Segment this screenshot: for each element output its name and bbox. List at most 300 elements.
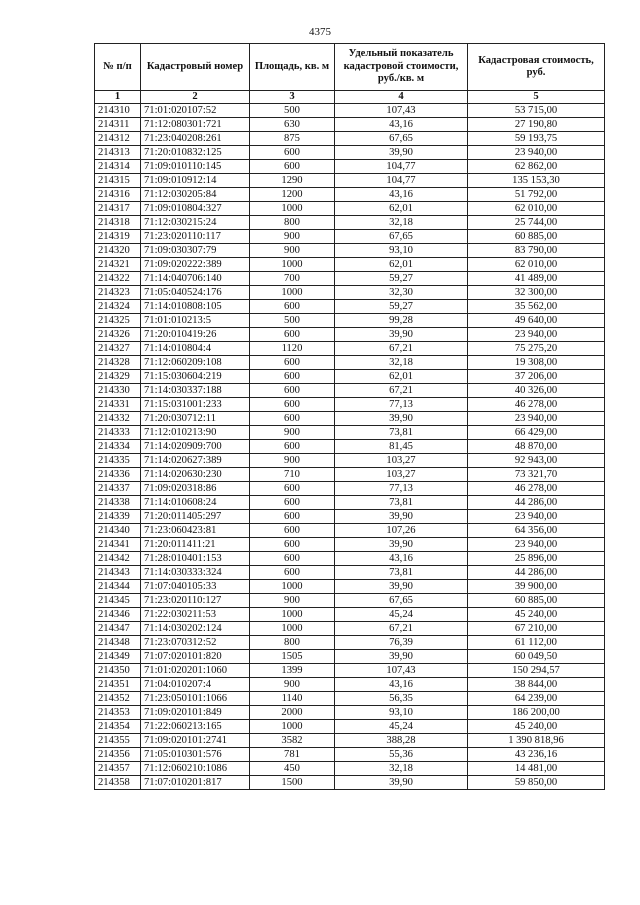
cell-cadastral-value: 40 326,00 [468,384,605,398]
cell-row-number: 214354 [95,720,141,734]
cell-area: 900 [250,678,335,692]
cell-unit-value: 45,24 [335,720,468,734]
cell-unit-value: 32,30 [335,286,468,300]
cell-cadastral-number: 71:23:040208:261 [141,132,250,146]
cell-cadastral-value: 25 896,00 [468,552,605,566]
cell-area: 600 [250,412,335,426]
cell-row-number: 214357 [95,762,141,776]
table-row [95,216,605,230]
cell-cadastral-number: 71:23:020110:127 [141,594,250,608]
cell-row-number: 214346 [95,608,141,622]
cell-unit-value: 67,21 [335,384,468,398]
cell-row-number: 214358 [95,776,141,790]
column-number-row [95,91,605,104]
table-row [95,384,605,398]
cell-row-number: 214314 [95,160,141,174]
cell-cadastral-number: 71:05:040524:176 [141,286,250,300]
cell-unit-value: 107,43 [335,104,468,118]
cell-area: 600 [250,370,335,384]
cell-cadastral-number: 71:22:030211:53 [141,608,250,622]
cell-row-number: 214335 [95,454,141,468]
table-row [95,762,605,776]
cell-row-number: 214343 [95,566,141,580]
cell-unit-value: 73,81 [335,566,468,580]
cell-row-number: 214317 [95,202,141,216]
column-number: 3 [250,91,335,104]
cell-cadastral-value: 60 885,00 [468,230,605,244]
cell-unit-value: 62,01 [335,258,468,272]
cell-area: 1505 [250,650,335,664]
cell-area: 1290 [250,174,335,188]
cell-cadastral-value: 44 286,00 [468,496,605,510]
cell-area: 800 [250,636,335,650]
cell-row-number: 214334 [95,440,141,454]
cell-unit-value: 39,90 [335,510,468,524]
cell-area: 1120 [250,342,335,356]
cell-unit-value: 67,65 [335,230,468,244]
table-row [95,272,605,286]
header-unit-value: Удельный показатель кадастровой стоимости, руб./кв. м [335,44,468,91]
cell-cadastral-value: 60 885,00 [468,594,605,608]
cell-area: 1000 [250,580,335,594]
cell-cadastral-value: 60 049,50 [468,650,605,664]
table-row [95,426,605,440]
cell-row-number: 214352 [95,692,141,706]
cell-area: 900 [250,230,335,244]
cell-cadastral-number: 71:09:020318:86 [141,482,250,496]
table-row [95,174,605,188]
cell-cadastral-number: 71:14:020909:700 [141,440,250,454]
cell-row-number: 214341 [95,538,141,552]
cell-cadastral-value: 41 489,00 [468,272,605,286]
cell-cadastral-number: 71:14:020627:389 [141,454,250,468]
cell-area: 600 [250,566,335,580]
cell-unit-value: 32,18 [335,216,468,230]
cell-cadastral-number: 71:07:010201:817 [141,776,250,790]
cell-unit-value: 67,65 [335,594,468,608]
table-row [95,734,605,748]
cell-unit-value: 99,28 [335,314,468,328]
table-row [95,706,605,720]
cell-row-number: 214316 [95,188,141,202]
cell-cadastral-number: 71:14:030202:124 [141,622,250,636]
table-row [95,748,605,762]
page-number: 4375 [309,26,331,38]
cell-cadastral-value: 45 240,00 [468,720,605,734]
cell-area: 600 [250,398,335,412]
cell-cadastral-value: 48 870,00 [468,440,605,454]
cell-row-number: 214322 [95,272,141,286]
cell-row-number: 214349 [95,650,141,664]
cell-area: 600 [250,356,335,370]
cell-unit-value: 59,27 [335,272,468,286]
cell-cadastral-number: 71:22:060213:165 [141,720,250,734]
cell-unit-value: 56,35 [335,692,468,706]
cell-cadastral-value: 64 239,00 [468,692,605,706]
table-row [95,188,605,202]
cell-row-number: 214338 [95,496,141,510]
cell-row-number: 214351 [95,678,141,692]
table-row [95,678,605,692]
cell-cadastral-value: 64 356,00 [468,524,605,538]
cell-area: 900 [250,244,335,258]
table-row [95,412,605,426]
cell-area: 1399 [250,664,335,678]
column-number: 4 [335,91,468,104]
table-row [95,356,605,370]
table-row [95,608,605,622]
cell-area: 600 [250,384,335,398]
cell-cadastral-value: 1 390 818,96 [468,734,605,748]
table-row [95,370,605,384]
cell-unit-value: 62,01 [335,370,468,384]
cell-cadastral-number: 71:20:010419:26 [141,328,250,342]
cell-area: 1000 [250,286,335,300]
cell-area: 600 [250,552,335,566]
table-row [95,580,605,594]
table-row [95,496,605,510]
cell-cadastral-number: 71:09:020101:849 [141,706,250,720]
table-row [95,328,605,342]
cell-row-number: 214330 [95,384,141,398]
cell-cadastral-value: 186 200,00 [468,706,605,720]
cell-row-number: 214336 [95,468,141,482]
cell-row-number: 214326 [95,328,141,342]
cell-cadastral-value: 14 481,00 [468,762,605,776]
cell-unit-value: 39,90 [335,412,468,426]
table-row [95,118,605,132]
cell-area: 875 [250,132,335,146]
cell-cadastral-value: 35 562,00 [468,300,605,314]
cell-area: 600 [250,328,335,342]
cell-cadastral-value: 23 940,00 [468,412,605,426]
cell-cadastral-number: 71:12:010213:90 [141,426,250,440]
cell-cadastral-number: 71:12:080301:721 [141,118,250,132]
cell-cadastral-value: 61 112,00 [468,636,605,650]
cell-row-number: 214356 [95,748,141,762]
cell-cadastral-number: 71:14:030333:324 [141,566,250,580]
cell-cadastral-value: 92 943,00 [468,454,605,468]
cell-area: 3582 [250,734,335,748]
cell-unit-value: 59,27 [335,300,468,314]
cell-cadastral-value: 32 300,00 [468,286,605,300]
cell-unit-value: 32,18 [335,356,468,370]
cell-cadastral-value: 23 940,00 [468,538,605,552]
cell-row-number: 214328 [95,356,141,370]
table-row [95,244,605,258]
cell-unit-value: 45,24 [335,608,468,622]
cell-area: 500 [250,314,335,328]
cell-unit-value: 104,77 [335,174,468,188]
cell-unit-value: 67,21 [335,622,468,636]
cell-area: 600 [250,524,335,538]
cell-unit-value: 107,26 [335,524,468,538]
cell-cadastral-value: 51 792,00 [468,188,605,202]
table-row [95,160,605,174]
table-row [95,776,605,790]
column-number: 2 [141,91,250,104]
table-row [95,482,605,496]
cell-row-number: 214333 [95,426,141,440]
cell-row-number: 214337 [95,482,141,496]
table-row [95,510,605,524]
cell-row-number: 214345 [95,594,141,608]
table-row [95,622,605,636]
cell-row-number: 214332 [95,412,141,426]
cell-cadastral-value: 46 278,00 [468,398,605,412]
cell-cadastral-number: 71:09:010804:327 [141,202,250,216]
cell-cadastral-number: 71:20:011405:297 [141,510,250,524]
cell-cadastral-value: 83 790,00 [468,244,605,258]
table-row [95,468,605,482]
cell-cadastral-value: 53 715,00 [468,104,605,118]
cell-unit-value: 39,90 [335,580,468,594]
cell-cadastral-number: 71:15:030604:219 [141,370,250,384]
cell-cadastral-value: 67 210,00 [468,622,605,636]
cell-area: 600 [250,146,335,160]
cell-area: 700 [250,272,335,286]
cell-cadastral-number: 71:20:030712:11 [141,412,250,426]
cell-cadastral-number: 71:23:060423:81 [141,524,250,538]
header-row-number: № п/п [95,44,141,91]
cell-cadastral-number: 71:07:040105:33 [141,580,250,594]
cell-cadastral-number: 71:14:010608:24 [141,496,250,510]
cell-unit-value: 67,65 [335,132,468,146]
cell-cadastral-value: 23 940,00 [468,510,605,524]
cell-row-number: 214320 [95,244,141,258]
header-cadastral-number: Кадастровый номер [141,44,250,91]
cell-area: 450 [250,762,335,776]
table-row [95,720,605,734]
cell-unit-value: 103,27 [335,468,468,482]
cell-unit-value: 39,90 [335,650,468,664]
table-row [95,132,605,146]
cell-area: 1500 [250,776,335,790]
cell-area: 1000 [250,608,335,622]
cell-cadastral-number: 71:23:020110:117 [141,230,250,244]
cell-area: 1000 [250,622,335,636]
cell-unit-value: 93,10 [335,244,468,258]
cell-row-number: 214315 [95,174,141,188]
cell-unit-value: 39,90 [335,146,468,160]
cell-cadastral-value: 46 278,00 [468,482,605,496]
cell-cadastral-value: 39 900,00 [468,580,605,594]
table-header-row [95,44,605,91]
column-number: 1 [95,91,141,104]
cell-cadastral-value: 62 862,00 [468,160,605,174]
table-row [95,440,605,454]
cell-cadastral-number: 71:14:030337:188 [141,384,250,398]
cell-area: 600 [250,300,335,314]
cell-area: 900 [250,454,335,468]
cell-row-number: 214347 [95,622,141,636]
cell-cadastral-number: 71:09:020101:2741 [141,734,250,748]
cell-row-number: 214325 [95,314,141,328]
cell-area: 781 [250,748,335,762]
cell-cadastral-value: 62 010,00 [468,258,605,272]
cell-unit-value: 39,90 [335,328,468,342]
cell-cadastral-value: 37 206,00 [468,370,605,384]
cell-cadastral-number: 71:28:010401:153 [141,552,250,566]
table-row [95,552,605,566]
cell-unit-value: 73,81 [335,426,468,440]
cell-area: 1000 [250,720,335,734]
cell-unit-value: 32,18 [335,762,468,776]
cell-row-number: 214355 [95,734,141,748]
cell-cadastral-number: 71:05:010301:576 [141,748,250,762]
cell-unit-value: 81,45 [335,440,468,454]
cell-cadastral-value: 43 236,16 [468,748,605,762]
cell-area: 500 [250,104,335,118]
cell-unit-value: 43,16 [335,118,468,132]
cell-cadastral-number: 71:01:020107:52 [141,104,250,118]
cell-cadastral-value: 25 744,00 [468,216,605,230]
cell-row-number: 214350 [95,664,141,678]
cell-unit-value: 43,16 [335,678,468,692]
cell-area: 800 [250,216,335,230]
cell-area: 2000 [250,706,335,720]
cell-area: 600 [250,440,335,454]
cell-unit-value: 43,16 [335,552,468,566]
cell-area: 600 [250,160,335,174]
cell-area: 600 [250,496,335,510]
cell-cadastral-value: 59 193,75 [468,132,605,146]
cell-row-number: 214324 [95,300,141,314]
cell-area: 600 [250,538,335,552]
header-cadastral-value: Кадастровая стоимость, руб. [468,44,605,91]
cell-row-number: 214310 [95,104,141,118]
cell-row-number: 214312 [95,132,141,146]
cell-cadastral-value: 49 640,00 [468,314,605,328]
cell-unit-value: 39,90 [335,538,468,552]
table-row [95,258,605,272]
cell-row-number: 214327 [95,342,141,356]
cell-cadastral-number: 71:23:070312:52 [141,636,250,650]
cell-unit-value: 77,13 [335,482,468,496]
cell-row-number: 214348 [95,636,141,650]
cell-cadastral-value: 27 190,80 [468,118,605,132]
cell-area: 630 [250,118,335,132]
cell-cadastral-number: 71:09:010912:14 [141,174,250,188]
cell-cadastral-number: 71:12:060209:108 [141,356,250,370]
table-row [95,146,605,160]
cell-area: 1000 [250,258,335,272]
cell-area: 600 [250,482,335,496]
cell-unit-value: 107,43 [335,664,468,678]
cell-unit-value: 67,21 [335,342,468,356]
table-row [95,524,605,538]
cell-cadastral-number: 71:04:010207:4 [141,678,250,692]
cell-unit-value: 388,28 [335,734,468,748]
table-row [95,692,605,706]
cell-cadastral-value: 66 429,00 [468,426,605,440]
cadastral-value-table [94,43,605,790]
cell-unit-value: 93,10 [335,706,468,720]
cell-cadastral-number: 71:01:020201:1060 [141,664,250,678]
cell-area: 600 [250,510,335,524]
table-row [95,538,605,552]
cell-unit-value: 55,36 [335,748,468,762]
cell-row-number: 214321 [95,258,141,272]
cell-cadastral-number: 71:20:010832:125 [141,146,250,160]
table-row [95,104,605,118]
cell-row-number: 214311 [95,118,141,132]
cell-row-number: 214318 [95,216,141,230]
cell-cadastral-number: 71:01:010213:5 [141,314,250,328]
cell-area: 900 [250,426,335,440]
cell-unit-value: 62,01 [335,202,468,216]
cell-cadastral-number: 71:07:020101:820 [141,650,250,664]
cell-area: 1140 [250,692,335,706]
cell-unit-value: 73,81 [335,496,468,510]
cell-row-number: 214339 [95,510,141,524]
cell-row-number: 214329 [95,370,141,384]
cell-cadastral-number: 71:14:010808:105 [141,300,250,314]
cell-cadastral-value: 150 294,57 [468,664,605,678]
cell-cadastral-number: 71:14:040706:140 [141,272,250,286]
cell-unit-value: 77,13 [335,398,468,412]
cell-cadastral-value: 19 308,00 [468,356,605,370]
cell-cadastral-value: 23 940,00 [468,146,605,160]
header-area: Площадь, кв. м [250,44,335,91]
table-row [95,650,605,664]
cell-row-number: 214353 [95,706,141,720]
table-row [95,342,605,356]
table-row [95,454,605,468]
table-row [95,664,605,678]
cell-cadastral-value: 38 844,00 [468,678,605,692]
cell-row-number: 214313 [95,146,141,160]
table-body [95,104,605,790]
cell-cadastral-number: 71:20:011411:21 [141,538,250,552]
cell-cadastral-value: 75 275,20 [468,342,605,356]
cell-cadastral-value: 45 240,00 [468,608,605,622]
table-row [95,636,605,650]
table-row [95,286,605,300]
table-row [95,398,605,412]
cell-area: 1200 [250,188,335,202]
cell-cadastral-value: 62 010,00 [468,202,605,216]
cell-area: 900 [250,594,335,608]
cell-cadastral-number: 71:09:030307:79 [141,244,250,258]
cell-row-number: 214323 [95,286,141,300]
cell-cadastral-number: 71:23:050101:1066 [141,692,250,706]
cell-cadastral-value: 73 321,70 [468,468,605,482]
table-row [95,594,605,608]
cell-row-number: 214340 [95,524,141,538]
cell-row-number: 214342 [95,552,141,566]
cell-area: 710 [250,468,335,482]
cell-cadastral-number: 71:14:010804:4 [141,342,250,356]
cell-cadastral-value: 23 940,00 [468,328,605,342]
cell-cadastral-value: 135 153,30 [468,174,605,188]
cell-unit-value: 76,39 [335,636,468,650]
cell-cadastral-value: 44 286,00 [468,566,605,580]
table-row [95,202,605,216]
cell-unit-value: 104,77 [335,160,468,174]
cell-cadastral-number: 71:12:030215:24 [141,216,250,230]
cell-cadastral-number: 71:12:060210:1086 [141,762,250,776]
cell-row-number: 214331 [95,398,141,412]
table-row [95,300,605,314]
cell-row-number: 214344 [95,580,141,594]
cell-unit-value: 103,27 [335,454,468,468]
table-row [95,314,605,328]
cell-row-number: 214319 [95,230,141,244]
column-number: 5 [468,91,605,104]
cell-area: 1000 [250,202,335,216]
table-row [95,566,605,580]
